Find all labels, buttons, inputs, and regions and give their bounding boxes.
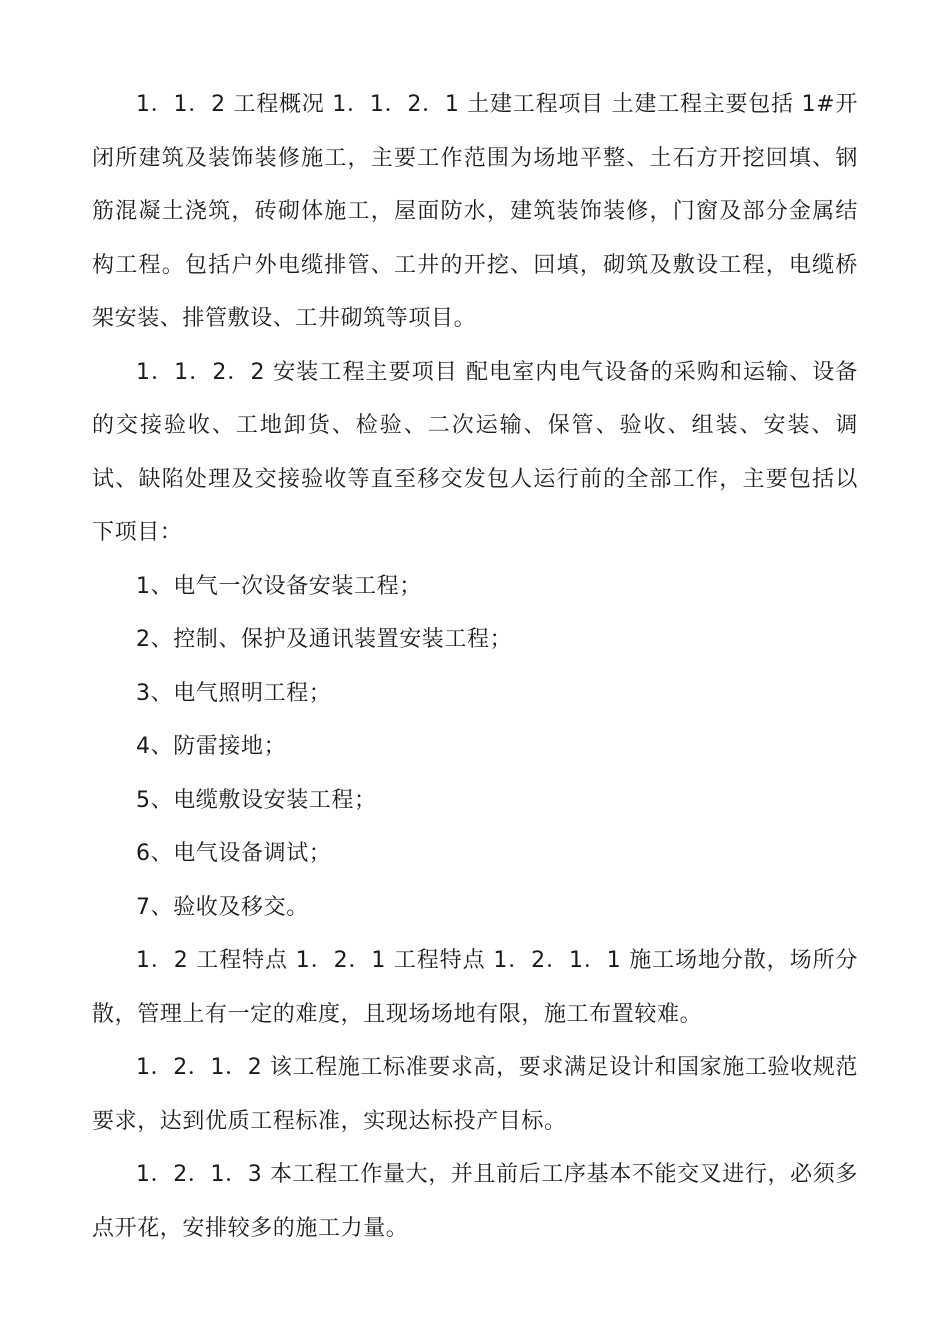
document-body	[92, 78, 858, 1255]
list-item: 1、电气一次设备安装工程；	[136, 573, 422, 599]
list-item: 7、验收及移交。	[136, 894, 309, 920]
list-item: 4、防雷接地；	[136, 734, 287, 759]
paragraph-project-features: 1．2 工程特点 1．2．1 工程特点 1．2．1．1 施工场地分散，场所分散，管理上有一定的难度，且现场场地有限，施工布置较难。	[92, 948, 858, 1027]
paragraph-installation-items: 1．1．2．2 安装工程主要项目 配电室内电气设备的采购和运输、设备的交接验收、工地卸货、检验、二次运输、保管、验收、组装、安装、调试、缺陷处理及交接验收等直至移交发包人运行前的全部工作，主要包括以下项目：	[92, 359, 858, 545]
list-item: 2、控制、保护及通讯装置安装工程；	[136, 627, 513, 652]
list-item: 3、电气照明工程；	[136, 680, 332, 706]
list-item: 6、电气设备调试；	[136, 841, 332, 866]
paragraph-project-overview: 1．1．2 工程概况 1．1．2．1 土建工程项目 土建工程主要包括 1#开闭所建筑及装饰装修施工，主要工作范围为场地平整、土石方开挖回填、钢筋混凝土浇筑，砖砌体施工，屋面防水，建筑装饰装修，门窗及部分金属结构工程。包括户外电缆排管、工井的开挖、回填，砌筑及敷设工程，电缆桥架安装、排管敷设、工井砌筑等项目。	[92, 92, 858, 331]
paragraph-workload: 1．2．1．3 本工程工作量大，并且前后工序基本不能交叉进行，必须多点开花，安排较多的施工力量。	[92, 1162, 858, 1241]
paragraph-quality-standard: 1．2．1．2 该工程施工标准要求高，要求满足设计和国家施工验收规范要求，达到优质工程标准，实现达标投产目标。	[92, 1055, 858, 1134]
list-item: 5、电缆敷设安装工程；	[136, 787, 377, 813]
